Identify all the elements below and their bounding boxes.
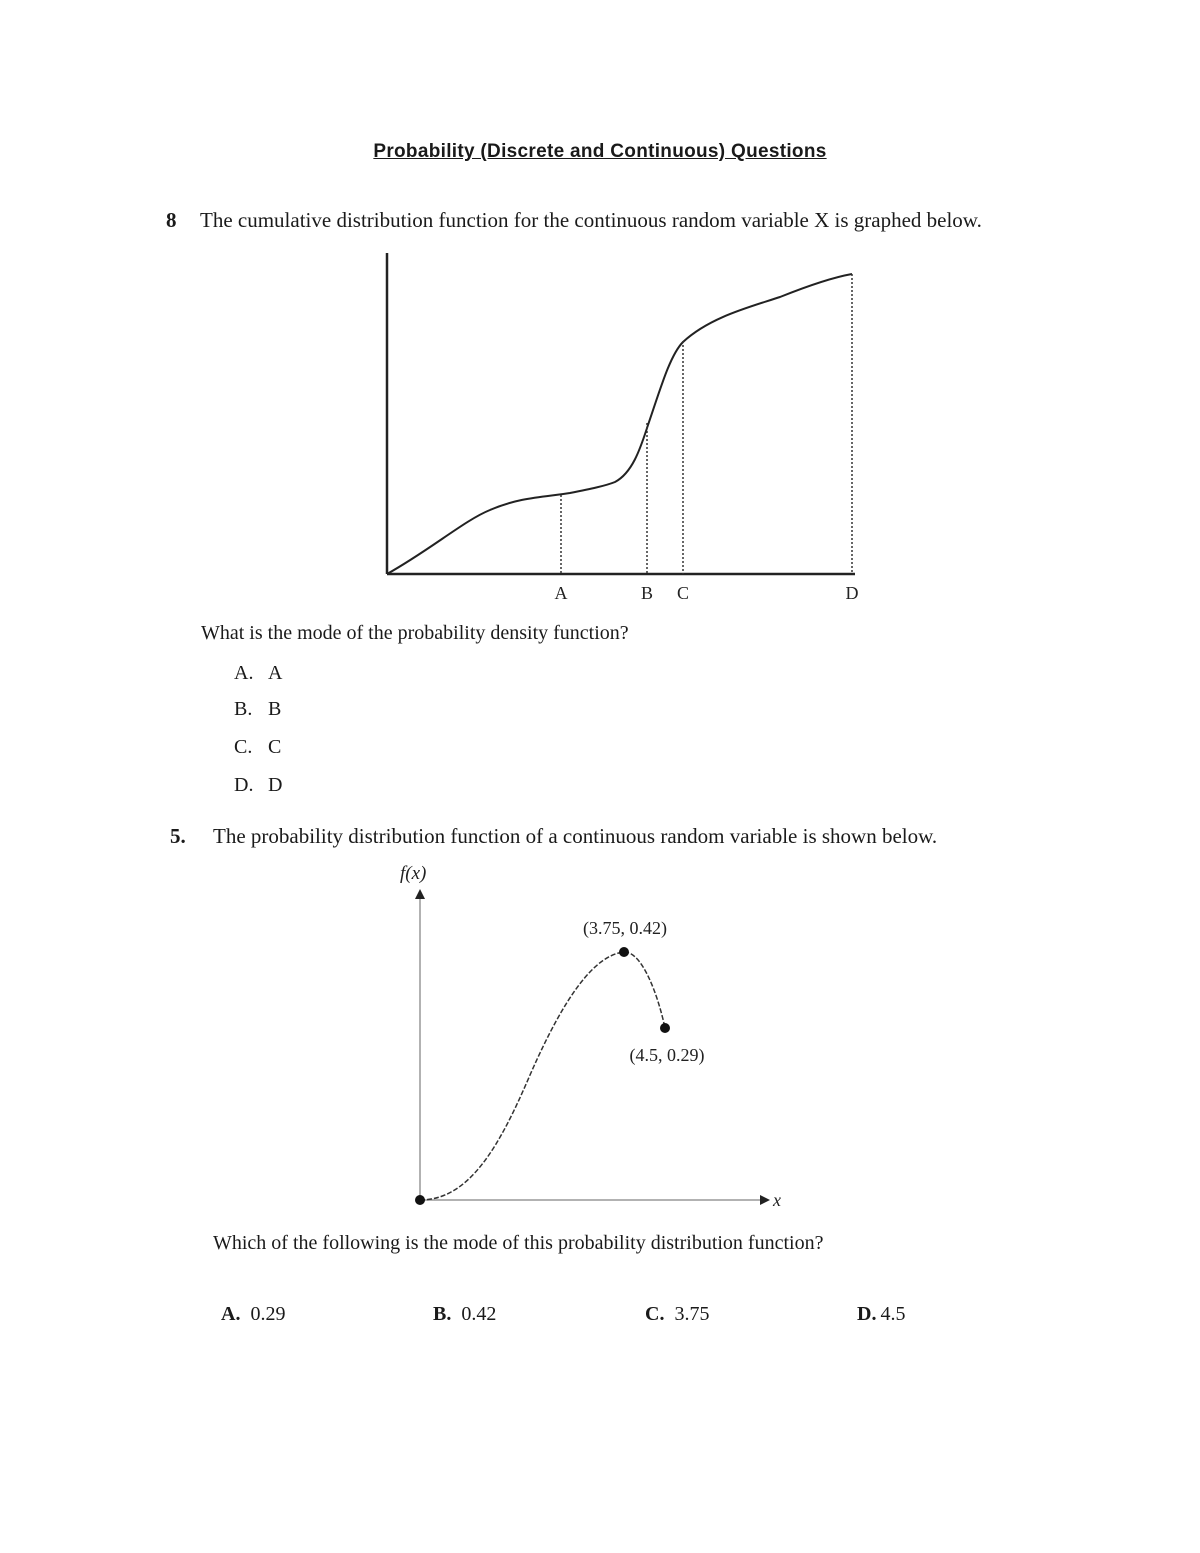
question-8-prompt: What is the mode of the probability density function? xyxy=(201,622,629,644)
cdf-label-a: A xyxy=(554,583,568,603)
question-8-text: The cumulative distribution function for the continuous random variable X is graphed below. xyxy=(200,208,982,232)
pdf-y-axis-arrow xyxy=(415,889,425,899)
pdf-peak-point xyxy=(619,947,629,957)
question-8-number: 8 xyxy=(166,208,177,232)
cdf-graph xyxy=(370,245,880,615)
pdf-peak-label: (3.75, 0.42) xyxy=(583,918,667,938)
option-text: 3.75 xyxy=(674,1303,710,1325)
pdf-origin-point xyxy=(415,1195,425,1205)
option-letter: D. xyxy=(234,774,254,796)
option-text: 4.5 xyxy=(880,1303,906,1325)
question-5-option-b[interactable] xyxy=(433,1303,496,1326)
question-5-stem xyxy=(170,824,937,849)
option-letter: A. xyxy=(234,662,254,684)
question-8-stem xyxy=(166,208,982,233)
option-text: 0.42 xyxy=(461,1303,497,1325)
option-letter: A. xyxy=(221,1303,241,1325)
cdf-label-d: D xyxy=(845,583,859,603)
cdf-curve xyxy=(387,274,852,574)
option-text: A xyxy=(268,662,283,684)
pdf-curve xyxy=(420,952,665,1200)
question-8-option-b[interactable] xyxy=(234,698,281,721)
question-8-option-c[interactable] xyxy=(234,736,281,759)
pdf-y-axis-label: f(x) xyxy=(400,863,427,884)
option-letter: B. xyxy=(234,698,253,720)
pdf-end-label: (4.5, 0.29) xyxy=(629,1045,705,1065)
option-letter: C. xyxy=(234,736,253,758)
question-5-number: 5. xyxy=(170,824,186,848)
pdf-x-axis-arrow xyxy=(760,1195,770,1205)
pdf-graph xyxy=(380,855,800,1215)
option-text: B xyxy=(268,698,282,720)
page-title: Probability (Discrete and Continuous) Questions xyxy=(373,141,827,162)
option-letter: C. xyxy=(645,1303,665,1325)
cdf-label-b: B xyxy=(640,583,654,603)
question-5-option-a[interactable] xyxy=(221,1303,285,1326)
pdf-x-axis-label: x xyxy=(773,1190,781,1210)
question-5-option-d[interactable] xyxy=(857,1303,905,1326)
option-text: C xyxy=(268,736,282,758)
question-5-option-c[interactable] xyxy=(645,1303,709,1326)
question-5-prompt: Which of the following is the mode of this probability distribution function? xyxy=(213,1232,824,1254)
cdf-label-c: C xyxy=(676,583,690,603)
question-5-text: The probability distribution function of a continuous random variable is shown below. xyxy=(213,824,938,848)
option-letter: B. xyxy=(433,1303,452,1325)
question-8-option-a[interactable] xyxy=(234,662,282,685)
option-text: D xyxy=(268,774,283,796)
option-letter: D. xyxy=(857,1303,877,1325)
question-8-option-d[interactable] xyxy=(234,774,282,797)
option-text: 0.29 xyxy=(250,1303,286,1325)
pdf-end-point xyxy=(660,1023,670,1033)
